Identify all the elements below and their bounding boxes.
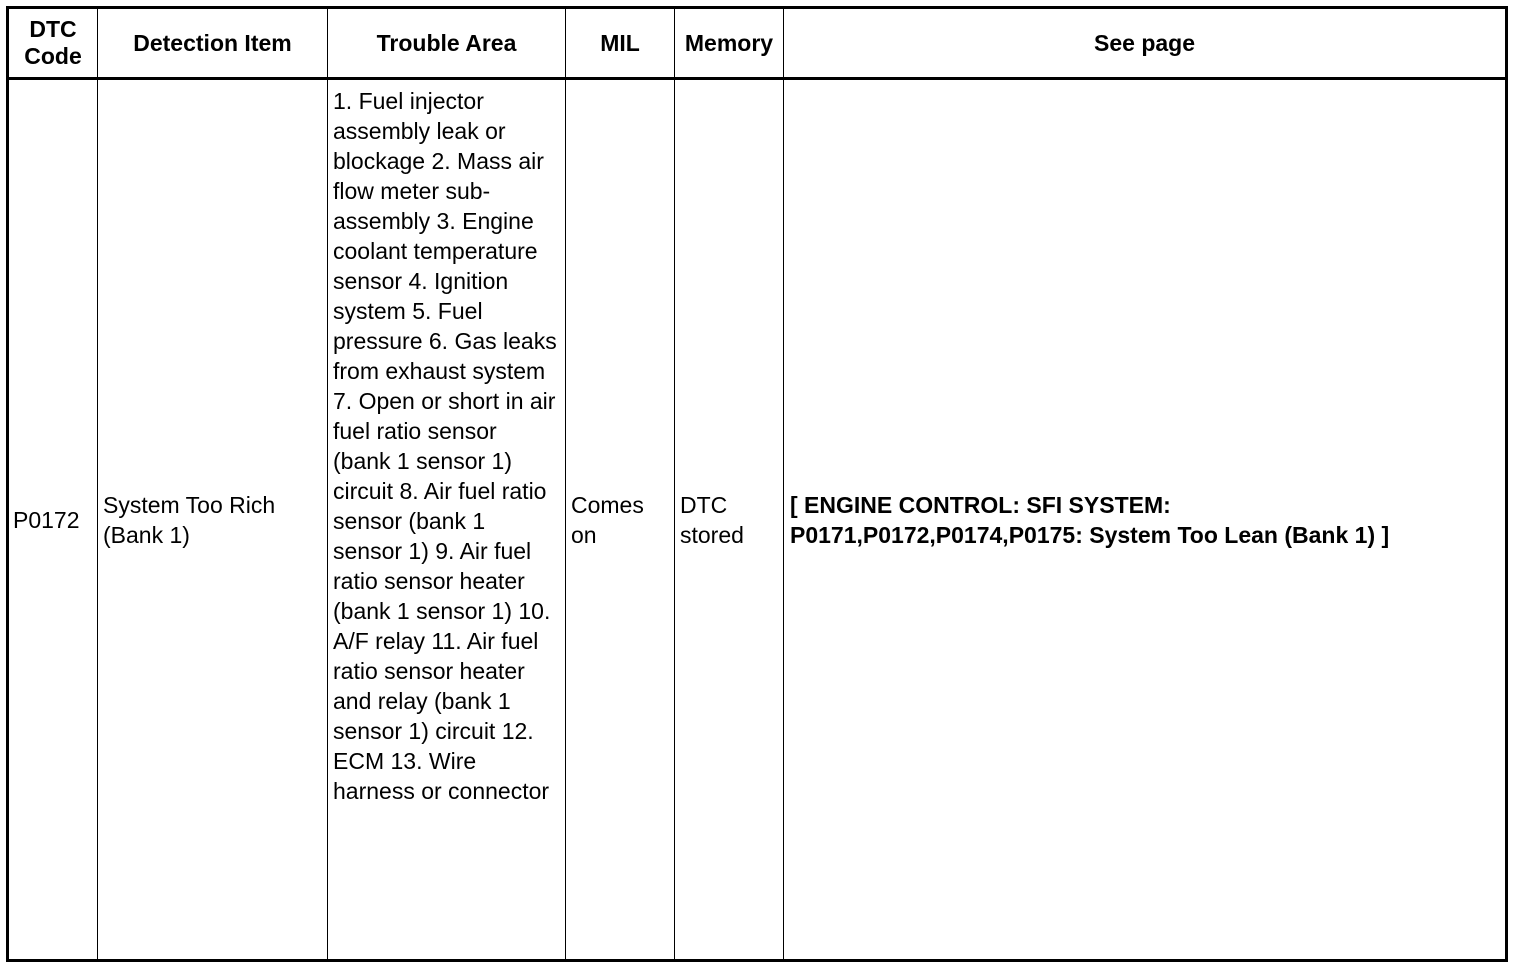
trouble-area-cell — [328, 79, 566, 961]
detection-item-cell — [98, 79, 328, 961]
trouble-area-list — [333, 86, 560, 806]
header-dtc-code — [8, 8, 98, 79]
trouble-area-item: 12. ECM — [333, 718, 534, 774]
dtc-code-cell: P0172 — [8, 79, 98, 961]
trouble-area-item: 10. A/F relay — [333, 598, 551, 654]
trouble-area-item: 1. Fuel injector assembly leak or blockage — [333, 88, 506, 174]
mil-cell — [566, 79, 675, 961]
trouble-area-item: 5. Fuel pressure — [333, 298, 483, 354]
trouble-area-item: 13. Wire harness or connector — [333, 748, 550, 804]
trouble-area-item: 2. Mass air flow meter sub-assembly — [333, 148, 544, 234]
mil-line1: Comes — [571, 491, 644, 518]
trouble-area-item: 8. Air fuel ratio sensor (bank 1 sensor 1) — [333, 478, 547, 564]
trouble-area-item: 3. Engine coolant temperature sensor — [333, 208, 538, 294]
mil-line2: on — [571, 521, 597, 548]
see-page-link-line1[interactable]: [ ENGINE CONTROL: SFI SYSTEM: — [790, 491, 1171, 518]
header-memory: Memory — [675, 8, 784, 79]
trouble-area-item: 7. Open or short in air fuel ratio sensor (bank 1 sensor 1) circuit — [333, 388, 556, 504]
header-row — [8, 8, 1507, 79]
header-see-page: See page — [784, 8, 1507, 79]
trouble-area-item: 11. Air fuel ratio sensor heater and relay (bank 1 sensor 1) circuit — [333, 628, 539, 744]
dtc-table — [6, 6, 1508, 962]
detection-item-line2: (Bank 1) — [103, 521, 190, 548]
memory-line1: DTC — [680, 491, 728, 518]
trouble-area-item: 6. Gas leaks from exhaust system — [333, 328, 557, 384]
trouble-area-item: 9. Air fuel ratio sensor heater (bank 1 sensor 1) — [333, 538, 532, 624]
see-page-link-line2[interactable]: P0171,P0172,P0174,P0175: System Too Lean (Bank 1) ] — [790, 521, 1390, 548]
table-row — [8, 79, 1507, 961]
trouble-area-item: 4. Ignition system — [333, 268, 509, 324]
memory-line2: stored — [680, 521, 744, 548]
header-dtc-code-line1: DTC — [29, 16, 77, 42]
header-detection-item: Detection Item — [98, 8, 328, 79]
header-dtc-code-line2: Code — [24, 43, 82, 69]
detection-item-line1: System Too Rich — [103, 491, 276, 518]
memory-cell — [675, 79, 784, 961]
header-mil: MIL — [566, 8, 675, 79]
header-trouble-area: Trouble Area — [328, 8, 566, 79]
see-page-cell — [784, 79, 1507, 961]
